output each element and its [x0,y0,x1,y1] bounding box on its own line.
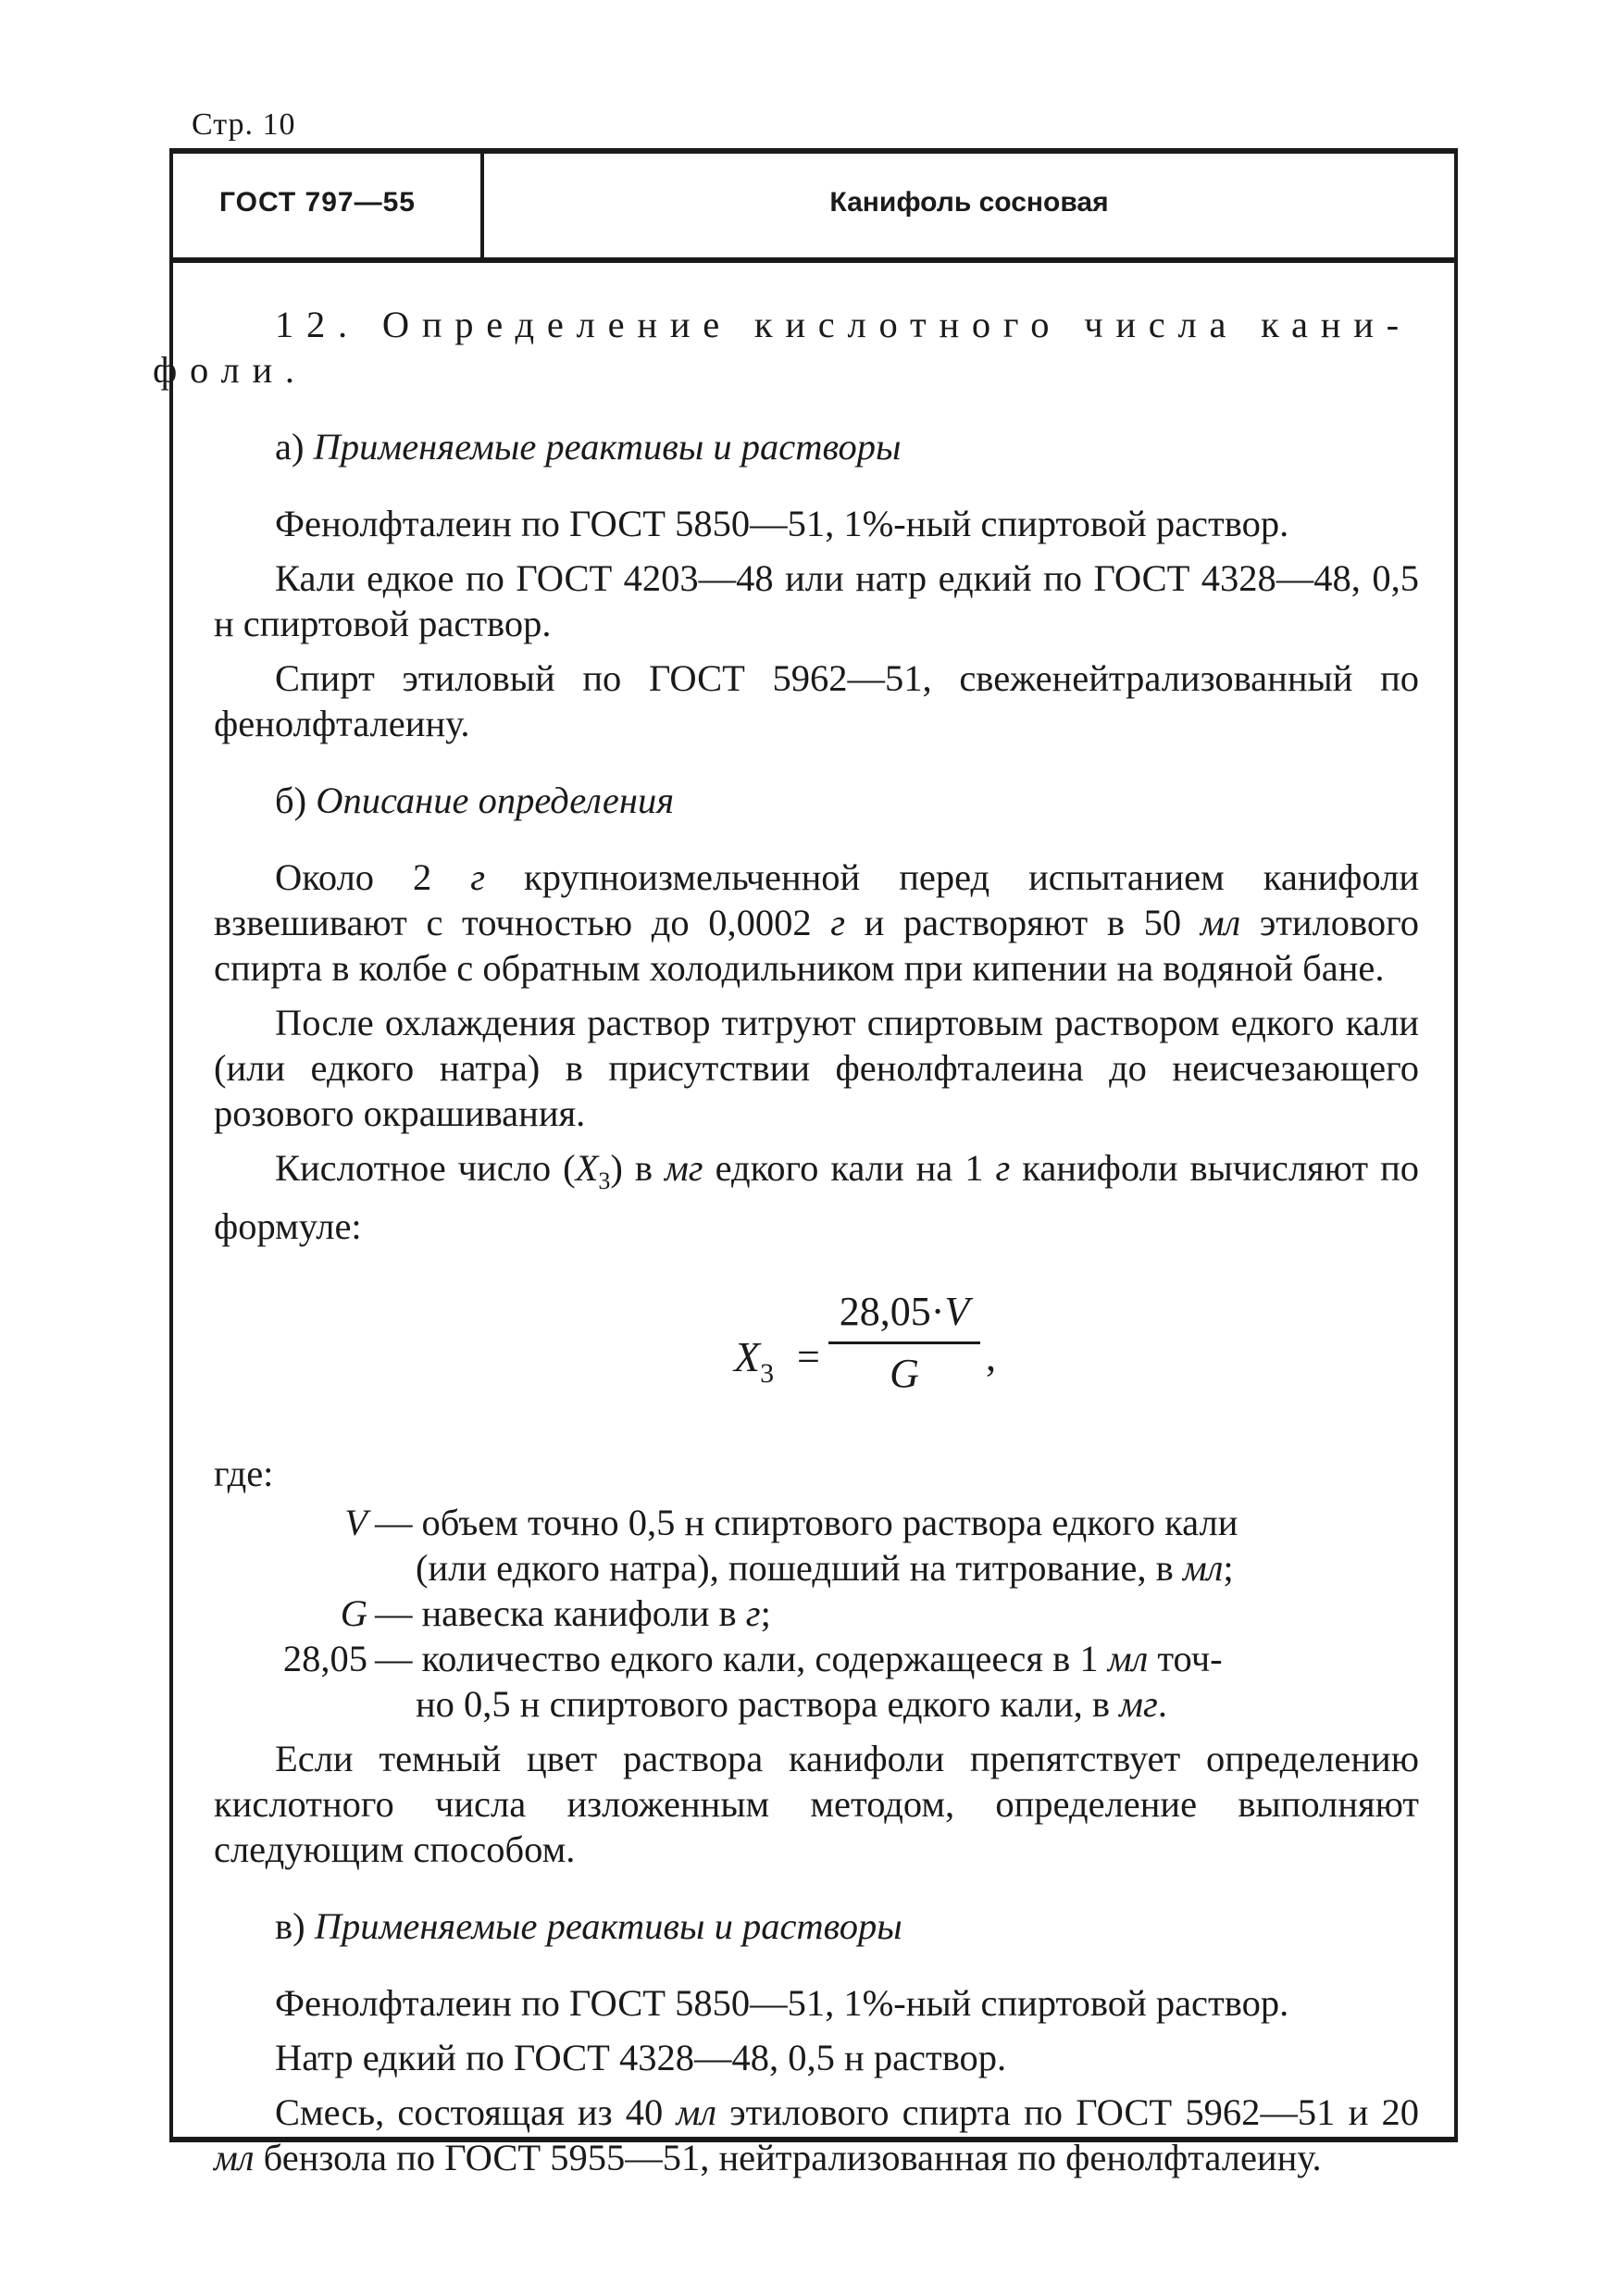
subheading-a-marker: а) [275,426,305,468]
paragraph-a2: Кали едкое по ГОСТ 4203—48 или натр едкий по ГОСТ 4328—48, 0,5 н спиртовой раствор. [214,557,1419,644]
subheading-b [214,778,1419,823]
section-heading-line2: фоли. [153,349,307,391]
formula-comma: , [986,1334,996,1380]
formula-lhs: $X_3$ [734,1333,775,1390]
subheading-c [214,1903,1419,1949]
document-title: Канифоль сосновая [829,187,1109,218]
definition-term: 28,05 [282,1638,367,1680]
paragraph-b2: После охлаждения раствор титруют спиртовым раствором едкого кали (или едкого натра) в присутствии фенолфталеина до неисчезающего розового окрашивания. [214,1002,1419,1134]
paragraph-a3: Спирт этиловый по ГОСТ 5962—51, свеженейтрализованный по фенолфталеину. [214,657,1419,744]
acid-number-formula [214,1266,1419,1451]
paragraph-c3: Смесь, состоящая из 40 мл этилового спирта по ГОСТ 5962—51 и 20 мл бензола по ГОСТ 5955—51, нейтрализованная по фенолфталеину. [214,2091,1419,2179]
document-header [173,154,1454,263]
document-body [153,302,1420,2180]
formula-denominator: G [890,1351,919,1397]
fraction-bar [828,1341,980,1344]
definition-v [214,1500,1419,1591]
section-heading-line1: 12. Определение кислотного числа кани- [275,304,1412,345]
paragraph-c2: Натр едкий по ГОСТ 4328—48, 0,5 н раствор. [275,2037,1007,2079]
page-frame [153,148,1458,2179]
definition-term: V [344,1502,367,1544]
page-number: Стр. 10 [192,107,296,142]
definition-term: G [340,1592,367,1635]
definition-body: — количество едкого кали, содержащееся в 1 мл точ- но 0,5 н спиртового раствора едкого кали, в мг. [375,1638,1223,1726]
paragraph-c0: Если темный цвет раствора канифоли препятствует определению кислотного числа изложенным методом, определение выполняют следующим способом. [214,1738,1419,1871]
paragraph-b3: Кислотное число $(X_3)$ в мг едкого кали на 1 г канифоли вычисляют по формуле: [214,1147,1419,1248]
subheading-a-title: Применяемые реактивы и растворы [313,426,902,468]
definition-coefficient [214,1636,1419,1727]
subheading-c-marker: в) [275,1905,305,1948]
where-label: где: [214,1453,274,1495]
definition-body: — объем точно 0,5 н спиртового раствора едкого кали (или едкого натра), пошедший на титрование, в мл; [375,1502,1238,1590]
paragraph-c1: Фенолфталеин по ГОСТ 5850—51, 1%-ный спиртовой раствор. [275,1982,1289,2025]
paragraph-b1: Около 2 г крупноизмельченной перед испытанием канифоли взвешивают с точностью до 0,0002 г и растворяют в 50 мл этилового спирта в колбе с обратным холодильником при кипении на водяной бане. [214,856,1420,989]
definition-body: — навеска канифоли в г; [375,1592,771,1635]
definitions-list [214,1500,1419,1727]
section-heading [153,302,1419,393]
formula-numerator: 28,05·V [839,1289,970,1335]
formula-equals: = [797,1334,820,1380]
formula-fraction [828,1284,980,1400]
paragraph-a1: Фенолфталеин по ГОСТ 5850—51, 1%-ный спиртовой раствор. [275,503,1289,544]
subheading-a [214,424,1419,469]
subheading-c-title: Применяемые реактивы и растворы [314,1905,902,1948]
definition-g [214,1591,1419,1636]
subheading-b-marker: б) [275,780,307,821]
subheading-b-title: Описание определения [316,780,675,821]
document-number: ГОСТ 797—55 [219,187,416,218]
